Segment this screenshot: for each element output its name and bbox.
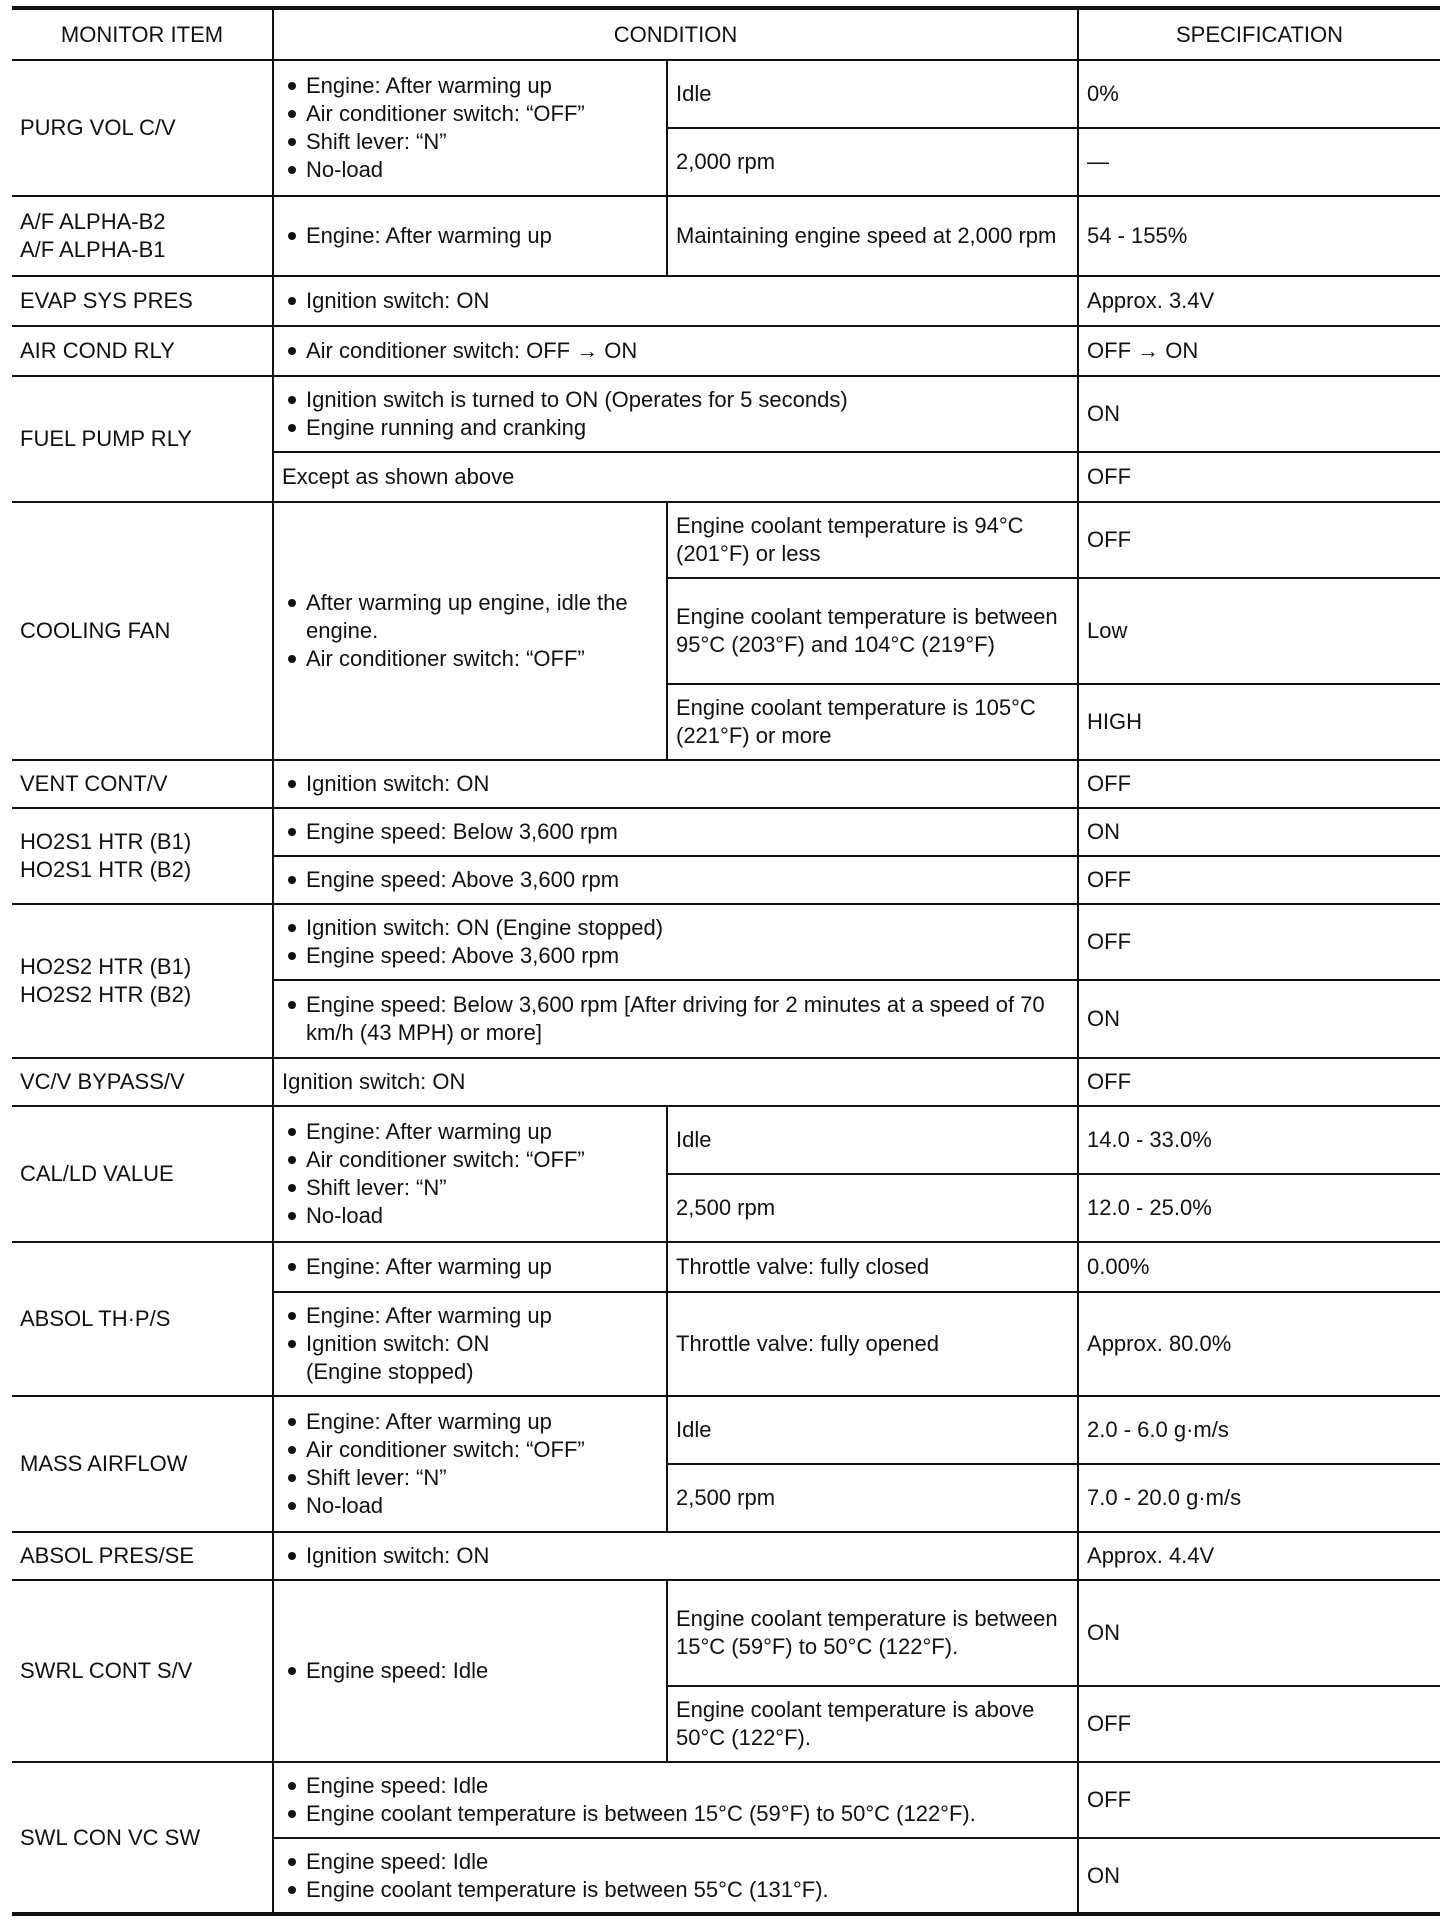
monitor-spec-table: [12, 6, 1440, 1916]
row-vent: [12, 760, 1440, 808]
sub-cal-idle: Idle: [667, 1106, 1078, 1174]
spec-purg-vol-idle: 0%: [1078, 60, 1440, 128]
sub-maf-idle: Idle: [667, 1396, 1078, 1464]
bullet-item: Ignition switch: ON: [282, 287, 1069, 315]
row-fuel-1: [12, 376, 1440, 452]
spec-swl-2: ON: [1078, 1838, 1440, 1914]
row-cooling-1: [12, 502, 1440, 578]
spec-fuel-2: OFF: [1078, 452, 1440, 502]
spec-ho2s1-2: OFF: [1078, 856, 1440, 904]
item-af-alpha: [12, 196, 273, 276]
bullet-item: Shift lever: “N”: [282, 128, 658, 156]
row-absol-1: [12, 1242, 1440, 1292]
sub-purg-vol-2000: 2,000 rpm: [667, 128, 1078, 196]
cond-abspres: [273, 1532, 1078, 1580]
bullet-item: Engine speed: Above 3,600 rpm: [282, 866, 1069, 894]
spec-evap: Approx. 3.4V: [1078, 276, 1440, 326]
bullet-item: No-load: [282, 1202, 658, 1230]
cond-ho2s1-2: [273, 856, 1078, 904]
bullet-item: Ignition switch: ON: [282, 1542, 1069, 1570]
sub-af-alpha: Maintaining engine speed at 2,000 rpm: [667, 196, 1078, 276]
sub-cooling-3: Engine coolant temperature is 105°C (221°F) or more: [667, 684, 1078, 760]
item-ho2s1: [12, 808, 273, 904]
spec-swrl-2: OFF: [1078, 1686, 1440, 1762]
cond-cooling: [273, 502, 667, 760]
sub-swrl-2: Engine coolant temperature is above 50°C (122°F).: [667, 1686, 1078, 1762]
item-ho2s1-b1: HO2S1 HTR (B1): [20, 829, 192, 854]
spec-absol-1: 0.00%: [1078, 1242, 1440, 1292]
bullet-item: No-load: [282, 1492, 658, 1520]
bullet-item: Engine: After warming up: [282, 1253, 658, 1281]
cond-maf: [273, 1396, 667, 1532]
spec-purg-vol-2000: —: [1078, 128, 1440, 196]
header-row: [12, 8, 1440, 60]
bullet-item: Engine: After warming up: [282, 72, 658, 100]
cond-absol-2-extra: (Engine stopped): [306, 1359, 474, 1384]
bullet-item: Engine speed: Idle: [282, 1657, 658, 1685]
row-af-alpha: [12, 196, 1440, 276]
bullet-item: Engine: After warming up: [282, 222, 658, 250]
cond-swl-2: [273, 1838, 1078, 1914]
row-aircond: [12, 326, 1440, 376]
cond-af-alpha: [273, 196, 667, 276]
sub-absol-2: Throttle valve: fully opened: [667, 1292, 1078, 1396]
cond-vcv: Ignition switch: ON: [273, 1058, 1078, 1106]
spec-cooling-1: OFF: [1078, 502, 1440, 578]
cond-ho2s1-1: [273, 808, 1078, 856]
sub-maf-2500: 2,500 rpm: [667, 1464, 1078, 1532]
bullet-item: Engine speed: Idle: [282, 1848, 1069, 1876]
bullet-list: [282, 72, 658, 184]
bullet-item: Air conditioner switch: “OFF”: [282, 645, 658, 673]
row-abspres: [12, 1532, 1440, 1580]
bullet-item: Engine running and cranking: [282, 414, 1069, 442]
bullet-item: Engine speed: Below 3,600 rpm [After driving for 2 minutes at a speed of 70 km/h (43 MPH) or more]: [282, 991, 1069, 1047]
bullet-item: Air conditioner switch: “OFF”: [282, 1436, 658, 1464]
spec-absol-2: Approx. 80.0%: [1078, 1292, 1440, 1396]
header-condition: CONDITION: [273, 8, 1078, 60]
row-ho2s2-1: [12, 904, 1440, 980]
item-purg-vol: PURG VOL C/V: [12, 60, 273, 196]
bullet-item: Engine speed: Idle: [282, 1772, 1069, 1800]
item-abspres: ABSOL PRES/SE: [12, 1532, 273, 1580]
cond-absol-2: [273, 1292, 667, 1396]
bullet-item: Ignition switch: ON (Engine stopped): [282, 914, 1069, 942]
item-vent: VENT CONT/V: [12, 760, 273, 808]
bullet-item: Engine: After warming up: [282, 1118, 658, 1146]
cond-vent: [273, 760, 1078, 808]
row-ho2s1-1: [12, 808, 1440, 856]
item-absol: ABSOL TH·P/S: [12, 1242, 273, 1396]
row-cal-1: [12, 1106, 1440, 1174]
bullet-item: Engine: After warming up: [282, 1408, 658, 1436]
cond-purg-vol: [273, 60, 667, 196]
sub-cooling-1: Engine coolant temperature is 94°C (201°F) or less: [667, 502, 1078, 578]
cond-aircond: [273, 326, 1078, 376]
item-af-alpha-b2: A/F ALPHA-B2: [20, 209, 166, 234]
sub-swrl-1: Engine coolant temperature is between 15°C (59°F) to 50°C (122°F).: [667, 1580, 1078, 1686]
cond-absol-1: [273, 1242, 667, 1292]
spec-cal-2500: 12.0 - 25.0%: [1078, 1174, 1440, 1242]
spec-swl-1: OFF: [1078, 1762, 1440, 1838]
bullet-item: Ignition switch is turned to ON (Operates for 5 seconds): [282, 386, 1069, 414]
bullet-item: Air conditioner switch: OFF → ON: [282, 337, 1069, 365]
cond-fuel-1: [273, 376, 1078, 452]
item-ho2s2-b1: HO2S2 HTR (B1): [20, 954, 192, 979]
bullet-item: Engine coolant temperature is between 55°C (131°F).: [282, 1876, 1069, 1904]
item-aircond: AIR COND RLY: [12, 326, 273, 376]
bullet-item: After warming up engine, idle the engine.: [282, 589, 658, 645]
sub-cal-2500: 2,500 rpm: [667, 1174, 1078, 1242]
item-evap: EVAP SYS PRES: [12, 276, 273, 326]
bullet-item: Engine: After warming up: [282, 1302, 658, 1330]
row-maf-1: [12, 1396, 1440, 1464]
spec-ho2s1-1: ON: [1078, 808, 1440, 856]
spec-cooling-3: HIGH: [1078, 684, 1440, 760]
bullet-item: Engine speed: Below 3,600 rpm: [282, 818, 1069, 846]
spec-abspres: Approx. 4.4V: [1078, 1532, 1440, 1580]
header-monitor-item: MONITOR ITEM: [12, 8, 273, 60]
spec-swrl-1: ON: [1078, 1580, 1440, 1686]
row-swl-1: [12, 1762, 1440, 1838]
spec-maf-2500: 7.0 - 20.0 g·m/s: [1078, 1464, 1440, 1532]
cond-evap: [273, 276, 1078, 326]
row-purg-vol-1: [12, 60, 1440, 128]
bullet-item: Shift lever: “N”: [282, 1174, 658, 1202]
bullet-item: Shift lever: “N”: [282, 1464, 658, 1492]
bullet-item: No-load: [282, 156, 658, 184]
cond-cal: [273, 1106, 667, 1242]
spec-vent: OFF: [1078, 760, 1440, 808]
bullet-item: Ignition switch: ON (Engine stopped): [282, 1330, 658, 1386]
spec-ho2s2-2: ON: [1078, 980, 1440, 1058]
spec-maf-idle: 2.0 - 6.0 g·m/s: [1078, 1396, 1440, 1464]
bullet-item: Engine speed: Above 3,600 rpm: [282, 942, 1069, 970]
row-evap: [12, 276, 1440, 326]
row-vcv: [12, 1058, 1440, 1106]
item-swrl: SWRL CONT S/V: [12, 1580, 273, 1762]
item-swl: SWL CON VC SW: [12, 1762, 273, 1914]
bullet-item: Engine coolant temperature is between 15°C (59°F) to 50°C (122°F).: [282, 1800, 1069, 1828]
item-af-alpha-b1: A/F ALPHA-B1: [20, 237, 166, 262]
item-ho2s2-b2: HO2S2 HTR (B2): [20, 982, 192, 1007]
spec-fuel-1: ON: [1078, 376, 1440, 452]
bullet-item: Air conditioner switch: “OFF”: [282, 100, 658, 128]
item-vcv: VC/V BYPASS/V: [12, 1058, 273, 1106]
item-cooling: COOLING FAN: [12, 502, 273, 760]
cond-ho2s2-2: [273, 980, 1078, 1058]
bullet-item: Ignition switch: ON: [282, 770, 1069, 798]
spec-cooling-2: Low: [1078, 578, 1440, 684]
sub-purg-vol-idle: Idle: [667, 60, 1078, 128]
spec-aircond: OFF → ON: [1078, 326, 1440, 376]
spec-vcv: OFF: [1078, 1058, 1440, 1106]
item-ho2s1-b2: HO2S1 HTR (B2): [20, 857, 192, 882]
item-cal: CAL/LD VALUE: [12, 1106, 273, 1242]
sub-cooling-2: Engine coolant temperature is between 95°C (203°F) and 104°C (219°F): [667, 578, 1078, 684]
spec-af-alpha: 54 - 155%: [1078, 196, 1440, 276]
item-maf: MASS AIRFLOW: [12, 1396, 273, 1532]
cond-ho2s2-1: [273, 904, 1078, 980]
cond-swrl: [273, 1580, 667, 1762]
bullet-item: Air conditioner switch: “OFF”: [282, 1146, 658, 1174]
cond-swl-1: [273, 1762, 1078, 1838]
spec-cal-idle: 14.0 - 33.0%: [1078, 1106, 1440, 1174]
sub-absol-1: Throttle valve: fully closed: [667, 1242, 1078, 1292]
header-specification: SPECIFICATION: [1078, 8, 1440, 60]
row-swrl-1: [12, 1580, 1440, 1686]
item-fuel: FUEL PUMP RLY: [12, 376, 273, 502]
cond-fuel-2: Except as shown above: [273, 452, 1078, 502]
spec-ho2s2-1: OFF: [1078, 904, 1440, 980]
item-ho2s2: [12, 904, 273, 1058]
